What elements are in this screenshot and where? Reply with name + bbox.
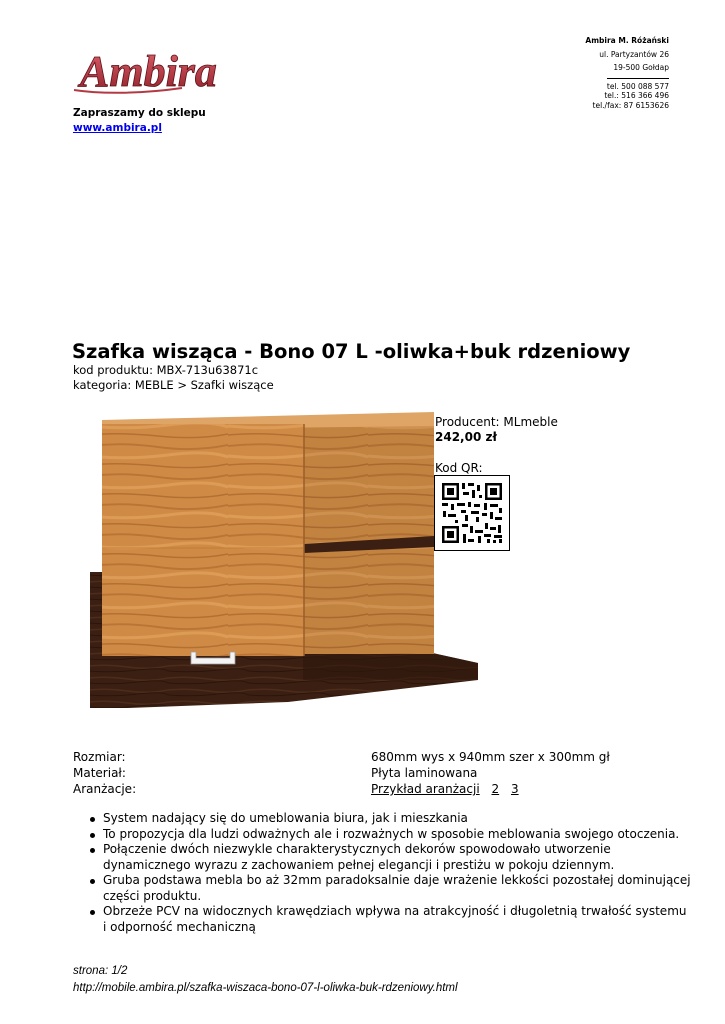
- company-fax: tel./fax: 87 6153626: [592, 100, 669, 110]
- feature-item: Gruba podstawa mebla bo aż 32mm paradoksalnie daje wrażenie lekkości pozostałej dominującej części produktu.: [103, 873, 693, 904]
- feature-item: Obrzeże PCV na widocznych krawędziach wpływa na atrakcyjność i długoletnią trwałość systemu i odporność mechaniczną: [103, 904, 693, 935]
- size-value: 680mm wys x 940mm szer x 300mm gł: [371, 750, 610, 764]
- company-street: ul. Partyzantów 26: [599, 49, 669, 59]
- company-address: [585, 37, 669, 110]
- arrangement-link-3[interactable]: 3: [510, 782, 519, 796]
- material-value: Płyta laminowana: [371, 766, 478, 780]
- product-category: kategoria: MEBLE > Szafki wiszące: [73, 378, 274, 392]
- page-number: strona: 1/2: [73, 965, 128, 977]
- price: 242,00 zł: [435, 430, 497, 444]
- qr-code-box: [434, 475, 510, 551]
- page-url: http://mobile.ambira.pl/szafka-wiszaca-bono-07-l-oliwka-buk-rdzeniowy.html: [73, 982, 458, 994]
- arrangement-link-2[interactable]: 2: [491, 782, 500, 796]
- ambira-logo: [70, 36, 220, 104]
- feature-item: Połączenie dwóch niezwykle charakterystycznych dekorów spowodowało utworzenie dynamicznego wyrazu z zachowaniem pełnej elegancji i prestiżu w pokoju dziennym.: [103, 842, 693, 873]
- product-code: kod produktu: MBX-713u63871c: [73, 363, 259, 377]
- arrangement-links: [371, 782, 519, 796]
- size-label: Rozmiar:: [73, 750, 126, 764]
- site-link[interactable]: www.ambira.pl: [73, 122, 162, 134]
- feature-list: [73, 811, 693, 935]
- company-phone: tel. 500 088 577: [606, 81, 669, 91]
- company-phone2: tel.: 516 366 496: [604, 91, 669, 100]
- product-image: [88, 410, 483, 712]
- producer: Producent: MLmeble: [435, 415, 558, 429]
- svg-text:Ambira: Ambira: [80, 47, 217, 96]
- product-title: Szafka wisząca - Bono 07 L -oliwka+buk rdzeniowy: [72, 340, 631, 363]
- company-city: 19-500 Gołdap: [613, 63, 669, 72]
- material-label: Materiał:: [73, 766, 126, 780]
- qr-label: Kod QR:: [435, 461, 483, 475]
- arrangement-label: Aranżacje:: [73, 782, 137, 796]
- feature-item: To propozycja dla ludzi odważnych ale i rozważnych w sposobie meblowania swojego otoczenia.: [103, 827, 693, 843]
- qr-code-icon: [435, 476, 509, 550]
- welcome-text: Zapraszamy do sklepu: [73, 107, 206, 119]
- feature-item: System nadający się do umeblowania biura, jak i mieszkania: [103, 811, 693, 827]
- arrangement-link-1[interactable]: Przykład aranżacji: [371, 782, 480, 796]
- address-divider: [607, 78, 669, 79]
- company-name: Ambira M. Różański: [585, 36, 669, 45]
